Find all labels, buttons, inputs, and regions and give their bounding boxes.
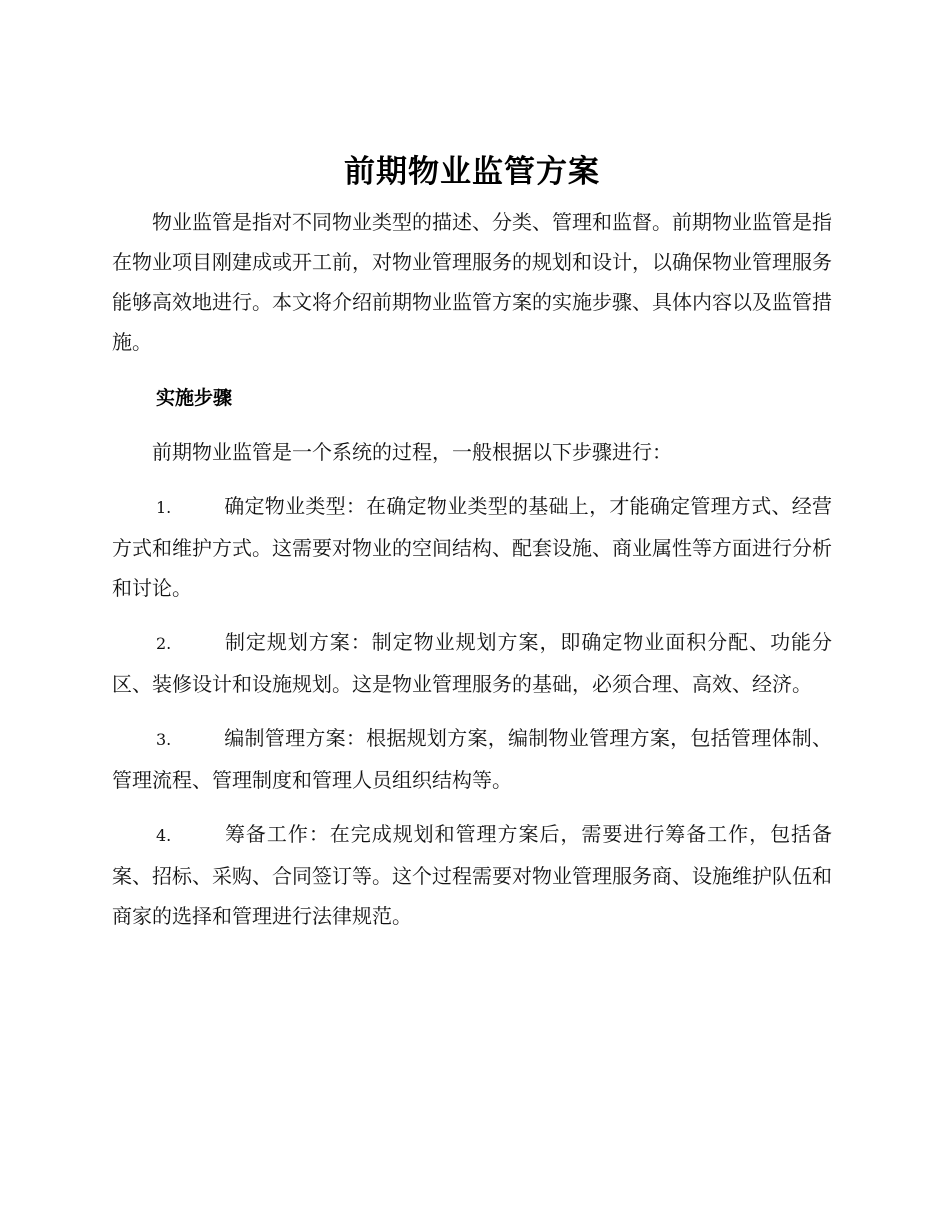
step-item-4 <box>112 814 832 936</box>
step-text: 制定规划方案：制定物业规划方案，即确定物业面积分配、功能分区、装修设计和设施规划。这是物业管理服务的基础，必须合理、高效、经济。 <box>112 630 832 696</box>
step-number: 3. <box>156 730 172 749</box>
step-text: 编制管理方案：根据规划方案，编制物业管理方案，包括管理体制、管理流程、管理制度和管理人员组织结构等。 <box>112 726 832 792</box>
section-intro-paragraph: 前期物业监管是一个系统的过程，一般根据以下步骤进行： <box>152 440 672 464</box>
step-number: 1. <box>156 498 172 517</box>
step-text: 确定物业类型：在确定物业类型的基础上，才能确定管理方式、经营方式和维护方式。这需要对物业的空间结构、配套设施、商业属性等方面进行分析和讨论。 <box>112 494 832 600</box>
step-item-3 <box>112 718 832 800</box>
step-number: 2. <box>156 634 172 653</box>
section-heading: 实施步骤 <box>156 387 233 409</box>
intro-paragraph: 物业监管是指对不同物业类型的描述、分类、管理和监督。前期物业监管是指在物业项目刚建成或开工前，对物业管理服务的规划和设计，以确保物业管理服务能够高效地进行。本文将介绍前期物业监管方案的实施步骤、具体内容以及监管措施。 <box>112 210 832 354</box>
document-body <box>112 150 832 936</box>
step-text: 筹备工作：在完成规划和管理方案后，需要进行筹备工作，包括备案、招标、采购、合同签订等。这个过程需要对物业管理服务商、设施维护队伍和商家的选择和管理进行法律规范。 <box>112 822 832 928</box>
step-item-1 <box>112 486 832 608</box>
step-item-2 <box>112 622 832 704</box>
step-number: 4. <box>156 826 172 845</box>
document-title: 前期物业监管方案 <box>344 154 600 190</box>
